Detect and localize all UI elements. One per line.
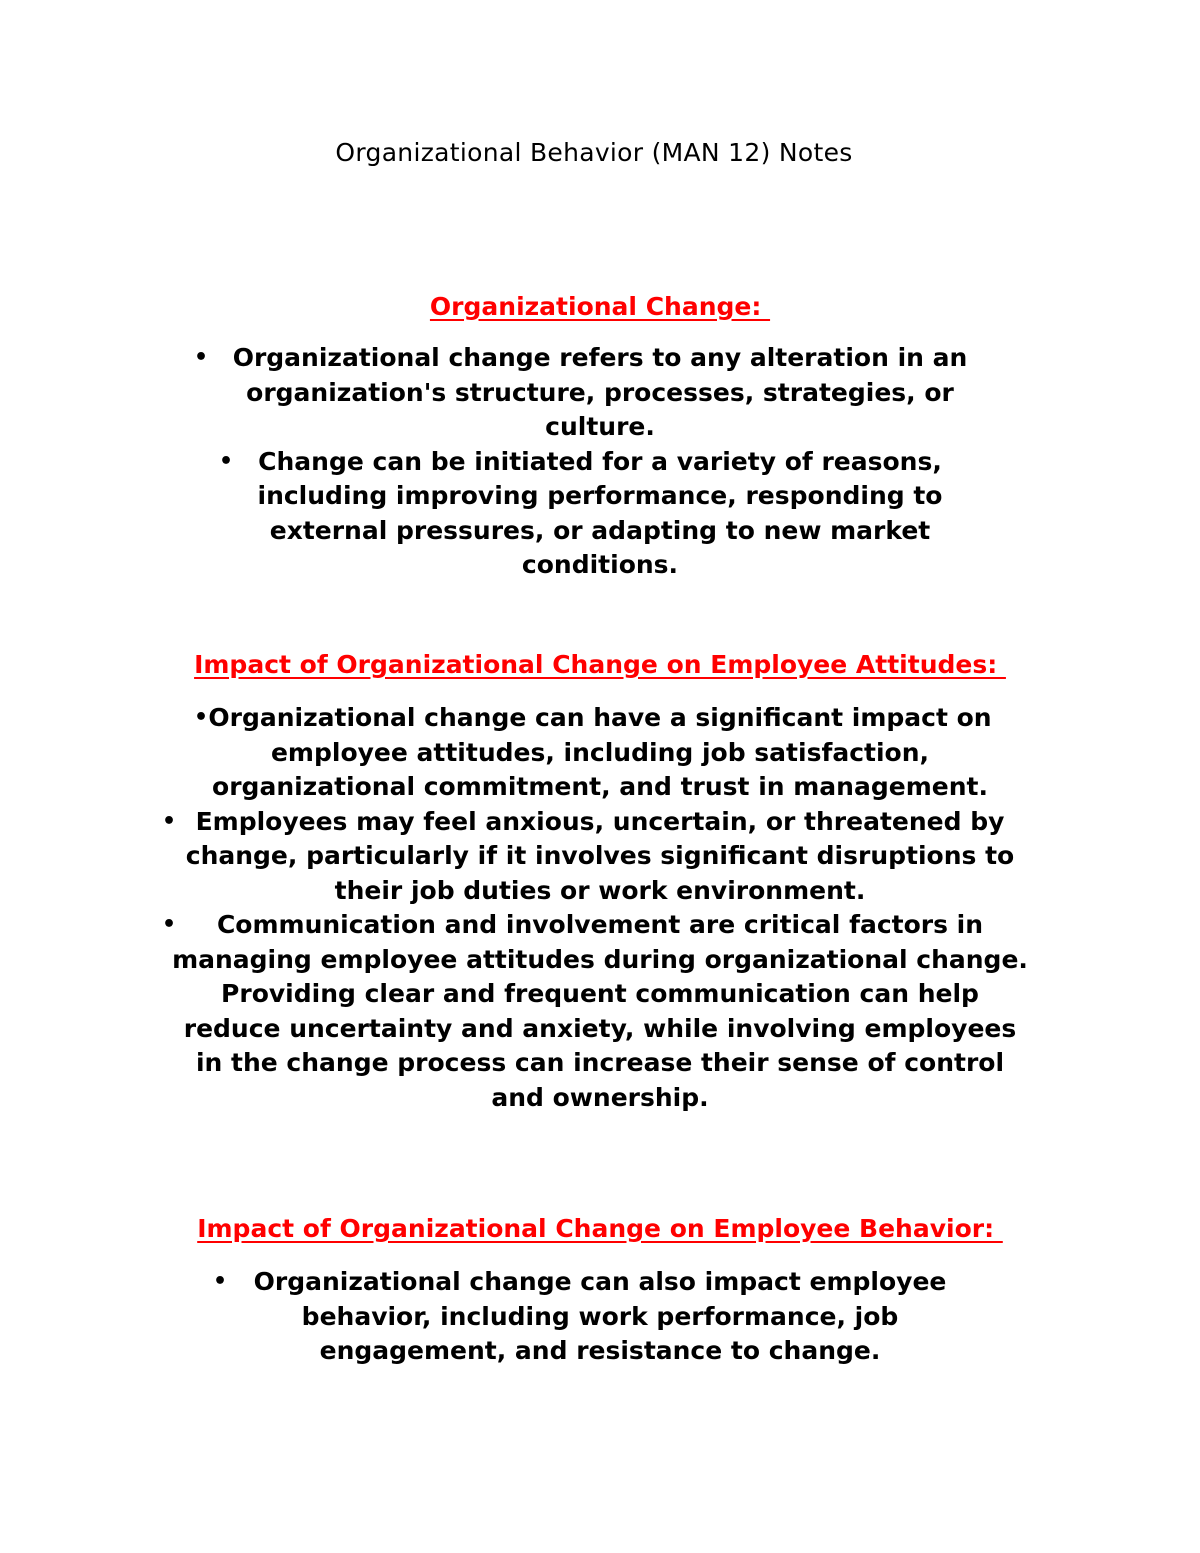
section-employee-attitudes <box>0 650 1200 1115</box>
section-employee-behavior <box>0 1214 1200 1369</box>
section-heading: Impact of Organizational Change on Employee Attitudes: <box>194 650 1006 679</box>
bullet-text: Employees may feel anxious, uncertain, or threatened by change, particularly if it involves significant disruptions to their job duties or work environment. <box>185 806 1015 905</box>
bullet-icon: • <box>162 808 177 834</box>
bullet-icon: • <box>162 912 177 937</box>
bullet-icon: • <box>194 705 209 730</box>
list-item <box>194 341 1000 445</box>
list-item <box>162 908 1030 1115</box>
bullet-text: Organizational change refers to any alteration in an organization's structure, processes, strategies, or culture. <box>232 343 968 441</box>
bullet-text: Organizational change can have a significant impact on employee attitudes, including job satisfaction, organizational commitment, and trust in management. <box>208 703 992 801</box>
bullet-text: Change can be initiated for a variety of reasons, including improving performance, responding to external pressures, or adapting to new market conditions. <box>257 446 943 579</box>
bullet-icon: • <box>219 448 234 474</box>
list-item <box>220 445 980 583</box>
list-item <box>190 701 1010 805</box>
section-organizational-change <box>0 292 1200 583</box>
bullet-text: Organizational change can also impact employee behavior, including work performance, job engagement, and resistance to change. <box>253 1267 947 1365</box>
section-heading: Organizational Change: <box>429 292 771 321</box>
bullet-list <box>0 701 1200 1115</box>
list-item <box>162 805 1030 909</box>
bullet-icon: • <box>194 345 209 370</box>
section-heading: Impact of Organizational Change on Employee Behavior: <box>197 1214 1003 1243</box>
list-item <box>215 1265 985 1369</box>
bullet-list <box>0 341 1200 583</box>
bullet-list <box>0 1265 1200 1369</box>
bullet-text: Communication and involvement are critical factors in managing employee attitudes during organizational change. Providing clear and frequent communication can help reduce uncertainty and anxiety, while involving employees in the change process can increase their sense of control and ownership. <box>172 910 1028 1112</box>
document-title: Organizational Behavior (MAN 12) Notes <box>335 138 853 167</box>
bullet-icon: • <box>213 1269 228 1294</box>
